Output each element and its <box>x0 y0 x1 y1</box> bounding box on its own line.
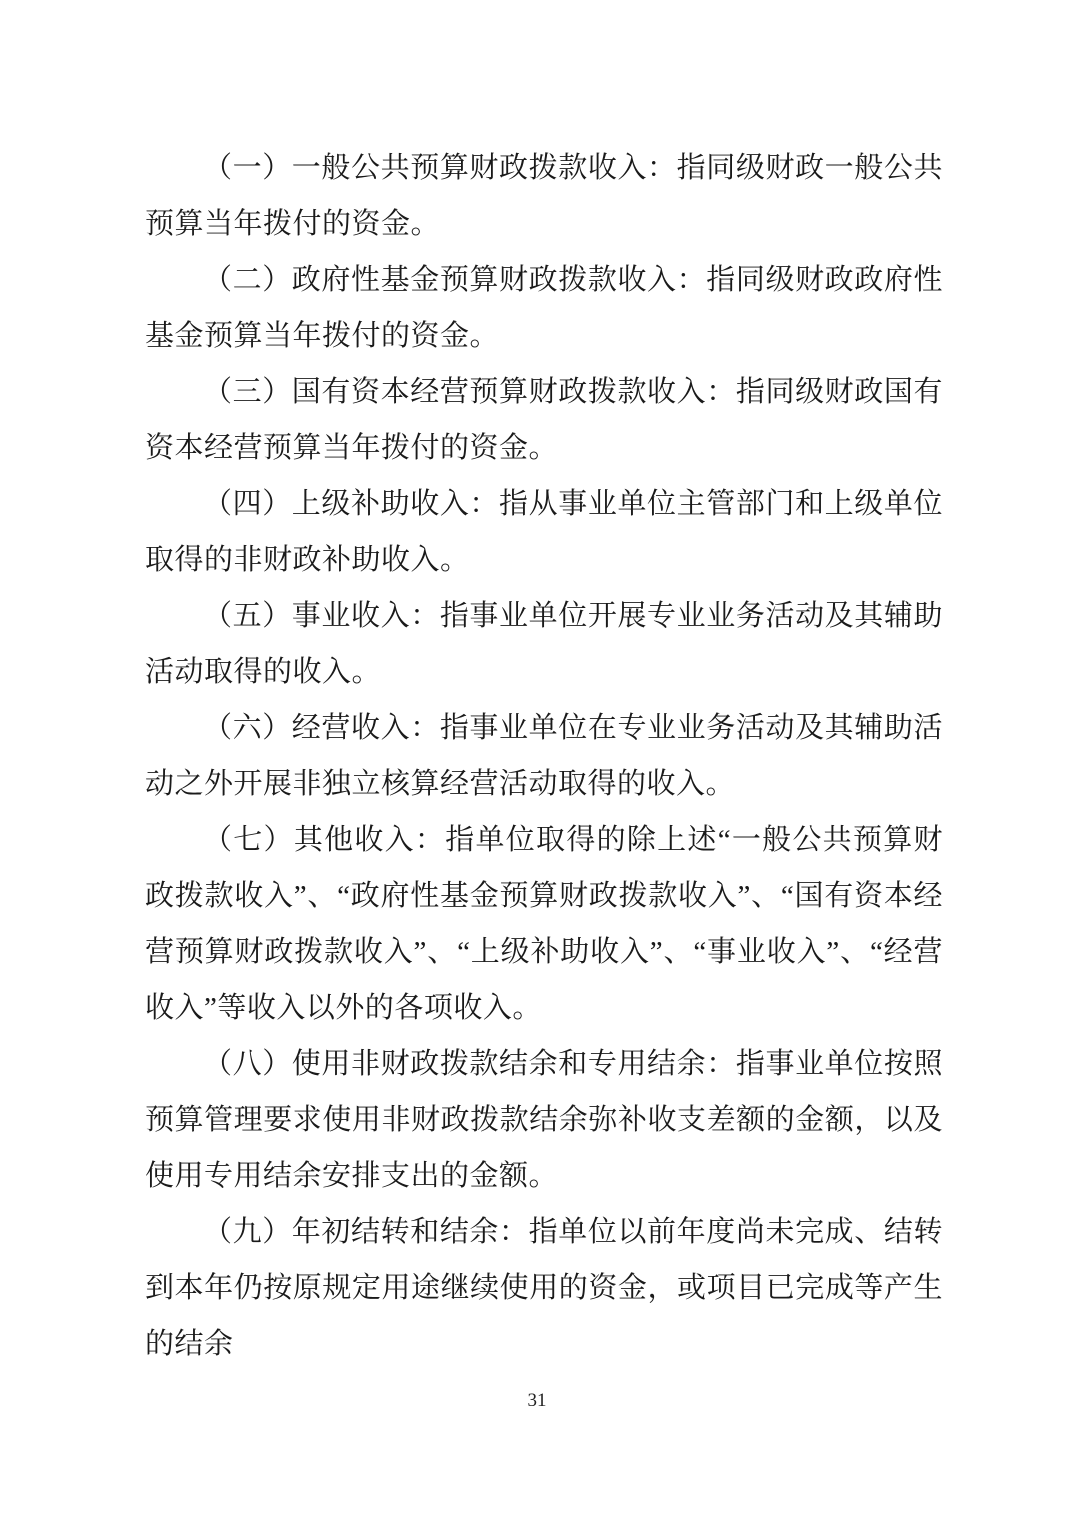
paragraph-7: （七）其他收入：指单位取得的除上述“一般公共预算财政拨款收入”、“政府性基金预算财政拨款收入”、“国有资本经营预算财政拨款收入”、“上级补助收入”、“事业收入”、“经营收入”等收入以外的各项收入。 <box>145 824 943 1024</box>
paragraph-4: （四）上级补助收入：指从事业单位主管部门和上级单位取得的非财政补助收入。 <box>145 488 943 576</box>
paragraph-9: （九）年初结转和结余：指单位以前年度尚未完成、结转到本年仍按原规定用途继续使用的资金，或项目已完成等产生的结余 <box>145 1216 943 1360</box>
paragraph-1: （一）一般公共预算财政拨款收入：指同级财政一般公共预算当年拨付的资金。 <box>145 152 943 240</box>
page-footer <box>0 1390 1074 1412</box>
page-number: 31 <box>527 1390 547 1411</box>
document-body-text <box>145 140 943 1372</box>
paragraph-3: （三）国有资本经营预算财政拨款收入：指同级财政国有资本经营预算当年拨付的资金。 <box>145 376 943 464</box>
paragraph-8: （八）使用非财政拨款结余和专用结余：指事业单位按照预算管理要求使用非财政拨款结余弥补收支差额的金额，以及使用专用结余安排支出的金额。 <box>145 1048 943 1192</box>
paragraph-6: （六）经营收入：指事业单位在专业业务活动及其辅助活动之外开展非独立核算经营活动取得的收入。 <box>145 712 943 800</box>
paragraph-5: （五）事业收入：指事业单位开展专业业务活动及其辅助活动取得的收入。 <box>145 600 943 688</box>
paragraph-2: （二）政府性基金预算财政拨款收入：指同级财政政府性基金预算当年拨付的资金。 <box>145 264 943 352</box>
